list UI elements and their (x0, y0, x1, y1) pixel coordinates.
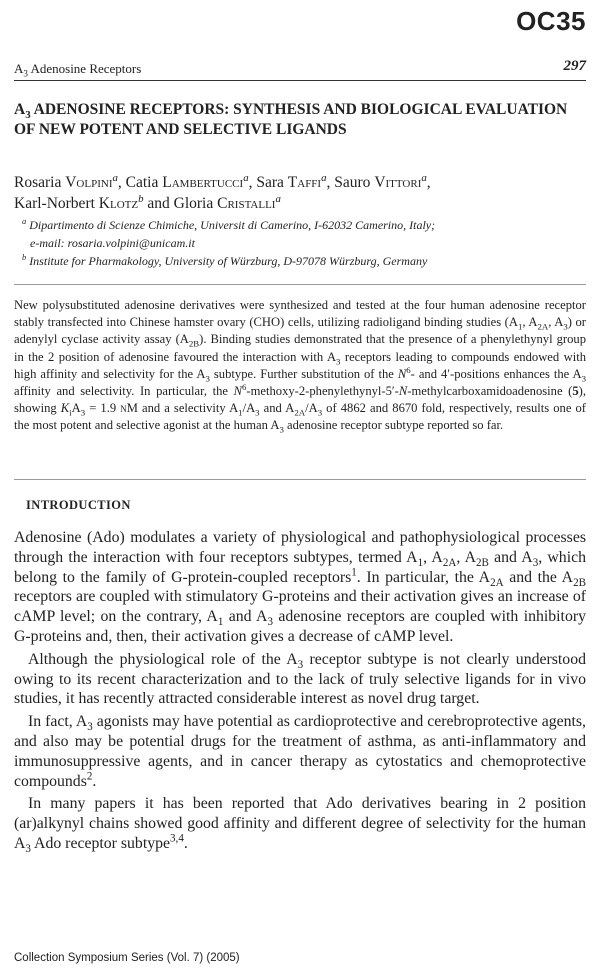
abstract-rule-top (14, 284, 586, 285)
paper-title (14, 100, 586, 140)
affiliation-mark: b (138, 192, 144, 205)
separator: , (326, 174, 335, 191)
subscript: 3 (23, 68, 28, 79)
separator: and (143, 195, 174, 212)
header-rule (14, 80, 586, 81)
author-given-name: Rosaria (14, 174, 66, 191)
author (334, 171, 431, 191)
running-head-text: Adenosine Receptors (27, 61, 142, 76)
body-text (14, 528, 586, 857)
paragraph: In fact, $A_3$ agonists may have potential as cardioprotective and cerebroprotective agents, and also may be potential drugs for the treatment of asthma, as anti-inflammatory and immunosuppressive agents, and in cancer therapy as cytostatics and chemoprotective compounds$^2$. (14, 713, 586, 790)
author (14, 171, 126, 191)
author-given-name: Catia (125, 174, 163, 191)
author (14, 192, 174, 212)
affiliation-text: Institute for Pharmakology, University of Würzburg, D-97078 Würzburg, Germany (29, 254, 428, 268)
author-given-name: Gloria (173, 195, 218, 212)
separator: , (117, 174, 126, 191)
running-head (14, 61, 141, 77)
author-given-name: Sara (256, 174, 288, 191)
author-list (14, 172, 586, 214)
author-family-name: Taffi (287, 174, 322, 191)
abstract-rule-bottom (14, 479, 586, 480)
author (256, 171, 335, 191)
separator: , (426, 174, 431, 191)
affiliation-mark: b (22, 253, 27, 262)
page-number: 297 (563, 58, 586, 74)
affiliation-text: e-mail: rosaria.volpini@unicam.it (30, 236, 195, 250)
affiliations (22, 216, 586, 270)
affiliation-mark: a (243, 171, 249, 184)
affiliation-mark: a (421, 171, 427, 184)
author-family-name: Klotz (98, 195, 139, 212)
affiliation-text: Dipartimento di Scienze Chimiche, Universit di Camerino, I-62032 Camerino, Italy; (29, 218, 436, 232)
paragraph: Although the physiological role of the $A_3$ receptor subtype is not clearly understood owing to its recent characterization and to the lack of truly selective ligands for in vivo studies, it has recently attracted considerable interest as novel drug target. (14, 650, 586, 708)
author-family-name: Cristalli (217, 195, 276, 212)
author-family-name: Lambertucci (162, 174, 244, 191)
author (125, 171, 257, 191)
affiliation-mark: a (321, 171, 327, 184)
title-text: ADENOSINE RECEPTORS: SYNTHESIS AND BIOLOGICAL EVALUATION OF NEW POTENT AND SELECTIVE LIGANDS (14, 101, 568, 138)
section-heading: INTRODUCTION (26, 498, 131, 512)
affiliation-mark: a (275, 192, 281, 205)
footer: Collection Symposium Series (Vol. 7) (2005) (14, 952, 240, 964)
affiliation-email (22, 234, 586, 252)
article-code: OC35 (516, 6, 586, 36)
author-given-name: Karl-Norbert (14, 195, 99, 212)
author-family-name: Vittori (374, 174, 422, 191)
affiliation-mark: a (22, 217, 27, 226)
title-text: A (14, 101, 26, 118)
author-given-name: Sauro (334, 174, 375, 191)
separator: , (248, 174, 257, 191)
subscript: 3 (25, 109, 31, 122)
running-head-text: A (14, 61, 24, 76)
affiliation-mark: a (112, 171, 118, 184)
abstract: New polysubstituted adenosine derivatives were synthesized and tested at the four human adenosine receptor stably transfected into Chinese hamster ovary (CHO) cells, utilizing radioligand binding studies ($A_1$, $A_{2A}$, $A_3$) or adenylyl cyclase activity assay $(A_{2B})$. Binding studies demonstrated that the presence of a phenylethynyl group in the 2 position of adenosine favoured the interaction with $A_3$ receptors leading to compounds endowed with high affinity and selectivity for the $A_3$ subtype. Further substitution of the $N^6-$ and 4′-positions enhances the $A_3$ affinity and selectivity. In particular, the $N^6-methoxy-2-phenylethynyl-5'-N$-methylcarboxamidoadenosine (5), showing $K_iA_3 = 1.9$ nM and a selectivity $A_1/A_3$ and $A_{2A}/A_3$ of 4862 and 8670 fold, respectively, results one of the most potent and selective agonist at the human $A_3$ adenosine receptor subtype reported so far. (14, 298, 587, 435)
author (173, 192, 281, 212)
affiliation (22, 252, 586, 270)
author-family-name: Volpini (65, 174, 113, 191)
paragraph: Adenosine (Ado) modulates a variety of physiological and pathophysiological processes through the interaction with four receptors subtypes, termed $A_1$, $A_{2A}$, $A_{2B}$ and $A_3$, which belong to the family of G-protein-coupled receptors$^1$. In particular, the $A_{2A}$ and the $A_{2B}$ receptors are coupled with stimulatory G-proteins and their activation gives an increase of cAMP level; on the contrary, $A_1$ and $A_3$ adenosine receptors are coupled with inhibitory G-proteins and, then, their activation gives a decrease of cAMP level. (14, 529, 586, 645)
paragraph: In many papers it has been reported that Ado derivatives bearing in 2 position (ar)alkynyl chains showed good affinity and different degree of selectivity for the human $A_3$ Ado receptor subtype$^{3,4}$. (14, 795, 586, 856)
affiliation (22, 216, 586, 234)
